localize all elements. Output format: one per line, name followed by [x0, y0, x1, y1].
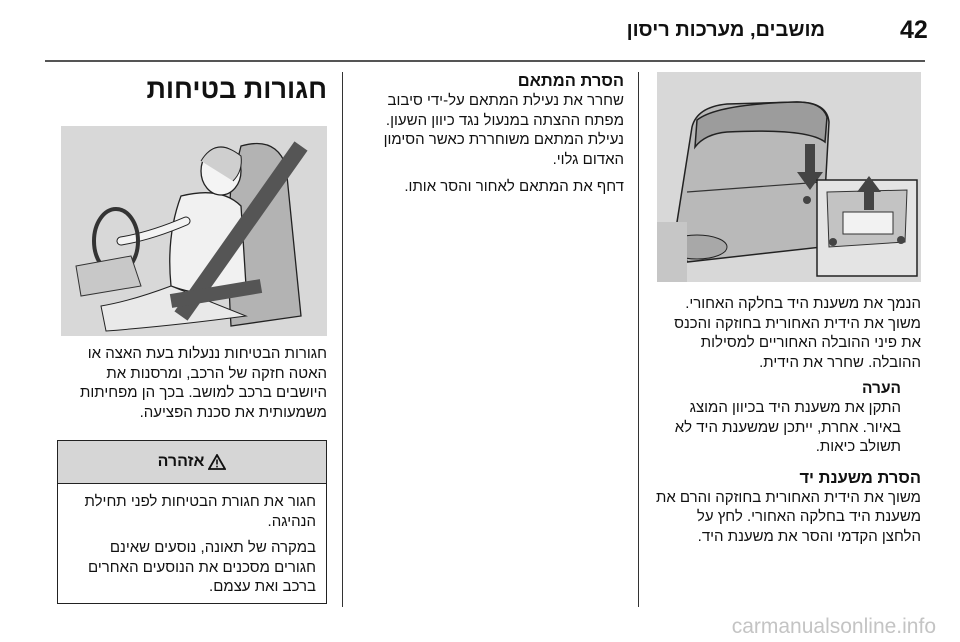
- warning-triangle-icon: [208, 454, 226, 470]
- seatbelts-intro-text: חגורות הבטיחות ננעלות בעת האצה או האטה חזקה של הרכב, ומרסנות את היושבים ברכב למושב. בכך הן מפחיתות משמעותית את סכנת הפציעה.: [80, 345, 327, 421]
- column-adapter: [354, 72, 624, 197]
- armrest-install-text: הנמך את משענת היד בחלקה האחורי. משוך את הידית האחורית בחוזקה והכנס את פיני ההובלה האחוריים למסילות ההובלה. שחרר את הידית.: [674, 295, 921, 371]
- site-watermark: carmanualsonline.info: [731, 615, 936, 638]
- page-title: מושבים, מערכות ריסון: [626, 19, 825, 41]
- warning-header: [58, 441, 326, 484]
- note-heading: הערה: [862, 380, 901, 397]
- armrest-removal-heading: הסרת משענת יד: [799, 468, 921, 487]
- armrest-removal-text: משוך את הידית האחורית בחוזקה והרם את משענת היד בחלקה האחורי. לחץ על הלחצן הקדמי והסר את משענת היד.: [655, 488, 921, 545]
- note-text: התקן את משענת היד בכיוון המוצג באיור. אחרת, ייתכן שמשענת היד לא תשולב כיאות.: [674, 399, 901, 455]
- seatbelt-driver-illustration: [61, 126, 327, 336]
- column-divider-right: [638, 72, 639, 607]
- armrest-illustration-svg: [657, 72, 921, 282]
- armrest-illustration: [657, 72, 921, 282]
- header-divider: [45, 60, 925, 62]
- warning-text-2: במקרה של תאונה, נוסעים שאינם חגורים מסכנים את הנוסעים האחרים ברכב ואת עצמם.: [88, 539, 316, 595]
- column-seatbelts: [57, 72, 327, 604]
- warning-body: [58, 484, 326, 603]
- warning-box: [57, 440, 327, 604]
- page-number: 42: [900, 16, 928, 44]
- adapter-remove-text: דחף את המתאם לאחור והסר אותו.: [404, 178, 624, 195]
- column-divider-left: [342, 72, 343, 607]
- warning-heading: אזהרה: [157, 453, 205, 470]
- seatbelts-heading: חגורות בטיחות: [146, 74, 327, 104]
- adapter-unlock-text: שחרר את נעילת המתאם על-ידי סיבוב מפתח ההצתה במנעול נגד כיוון השעון. נעילת המתאם משוחררת כאשר הסימון האדום גלוי.: [383, 92, 624, 168]
- page-header: [45, 10, 928, 50]
- adapter-heading: הסרת המתאם: [517, 72, 624, 90]
- seatbelt-illustration-svg: [61, 126, 327, 336]
- warning-text-1: חגור את חגורת הבטיחות לפני תחילת הנהיגה.: [84, 493, 316, 530]
- column-armrest: [655, 72, 921, 546]
